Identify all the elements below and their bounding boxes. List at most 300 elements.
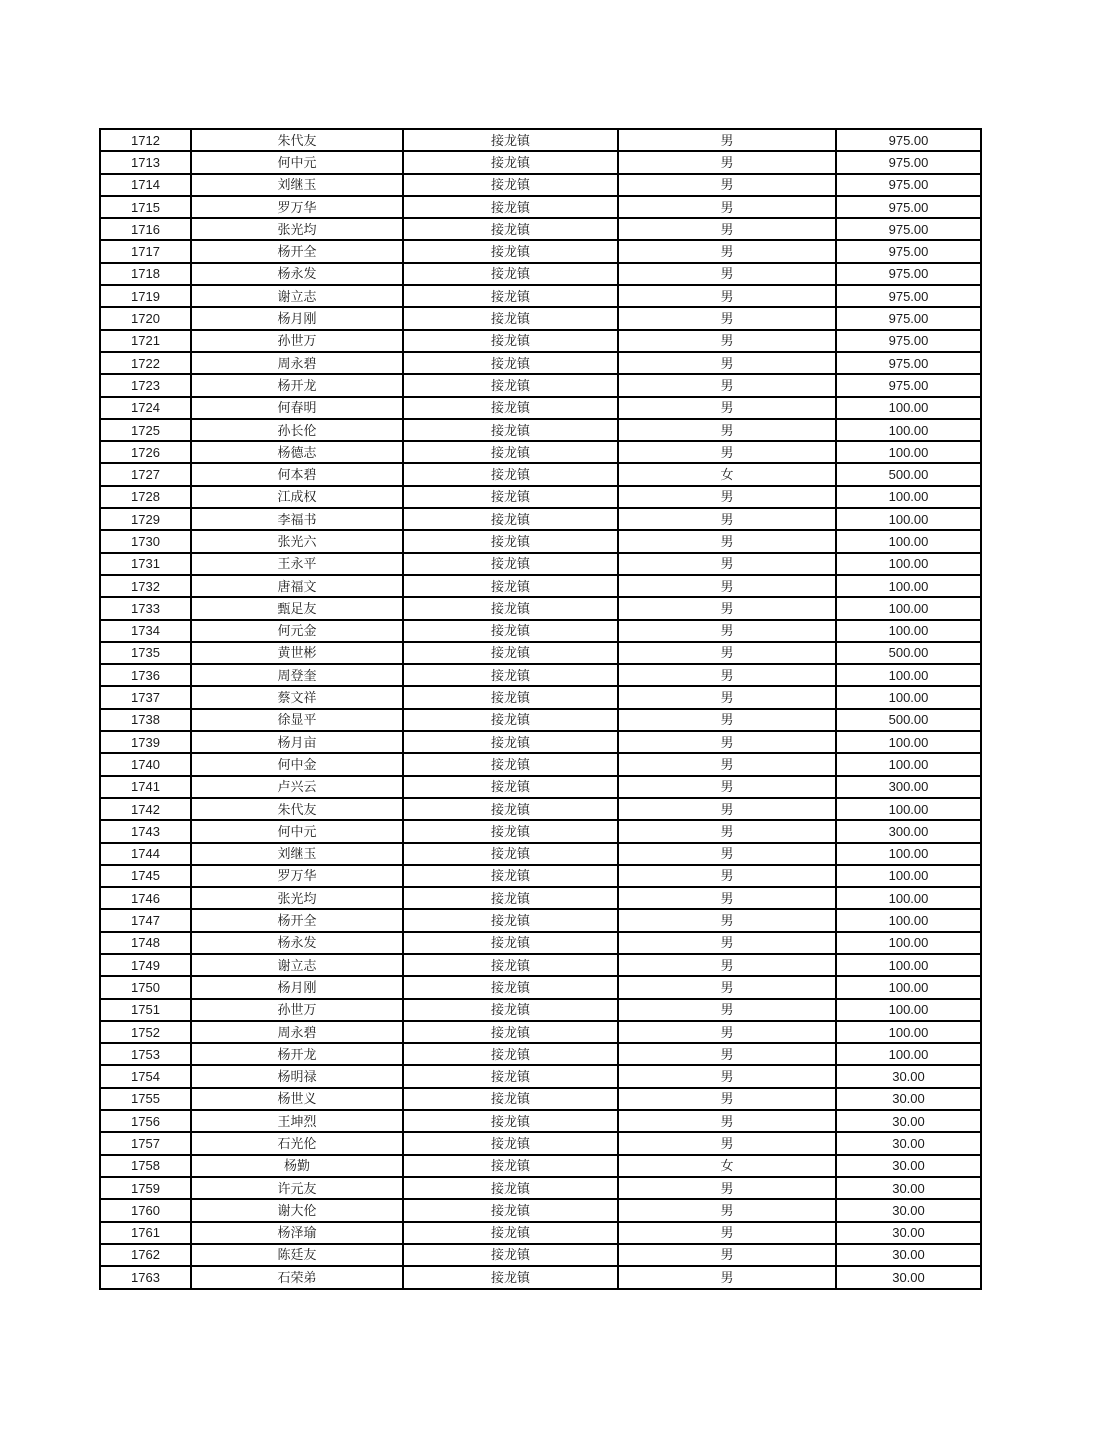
table-row [100, 686, 981, 708]
cell-town: 接龙镇 [403, 686, 618, 708]
cell-gender: 男 [618, 419, 836, 441]
cell-gender: 男 [618, 642, 836, 664]
cell-id: 1729 [100, 508, 191, 530]
cell-town: 接龙镇 [403, 1199, 618, 1221]
cell-id: 1756 [100, 1110, 191, 1132]
cell-amount: 30.00 [836, 1065, 981, 1087]
cell-town: 接龙镇 [403, 1021, 618, 1043]
cell-amount: 100.00 [836, 486, 981, 508]
cell-id: 1735 [100, 642, 191, 664]
cell-name: 何中元 [191, 820, 403, 842]
cell-id: 1732 [100, 575, 191, 597]
cell-amount: 975.00 [836, 352, 981, 374]
table-row [100, 352, 981, 374]
table-row [100, 753, 981, 775]
cell-amount: 100.00 [836, 397, 981, 419]
table-row [100, 887, 981, 909]
cell-gender: 男 [618, 486, 836, 508]
cell-town: 接龙镇 [403, 151, 618, 173]
cell-name: 刘继玉 [191, 174, 403, 196]
table-row [100, 976, 981, 998]
cell-town: 接龙镇 [403, 709, 618, 731]
table-row [100, 307, 981, 329]
cell-id: 1716 [100, 218, 191, 240]
cell-town: 接龙镇 [403, 374, 618, 396]
table-row [100, 776, 981, 798]
cell-amount: 30.00 [836, 1199, 981, 1221]
cell-amount: 30.00 [836, 1132, 981, 1154]
cell-amount: 30.00 [836, 1222, 981, 1244]
cell-id: 1757 [100, 1132, 191, 1154]
cell-town: 接龙镇 [403, 575, 618, 597]
table-row [100, 263, 981, 285]
cell-id: 1753 [100, 1043, 191, 1065]
cell-gender: 男 [618, 1110, 836, 1132]
cell-name: 江成权 [191, 486, 403, 508]
cell-name: 王永平 [191, 553, 403, 575]
cell-name: 蔡文祥 [191, 686, 403, 708]
cell-gender: 男 [618, 575, 836, 597]
cell-amount: 100.00 [836, 597, 981, 619]
cell-name: 杨德志 [191, 441, 403, 463]
cell-id: 1755 [100, 1088, 191, 1110]
cell-town: 接龙镇 [403, 954, 618, 976]
table-row [100, 1177, 981, 1199]
cell-amount: 100.00 [836, 686, 981, 708]
table-row [100, 151, 981, 173]
table-row [100, 508, 981, 530]
cell-name: 何中元 [191, 151, 403, 173]
cell-name: 周永碧 [191, 1021, 403, 1043]
cell-town: 接龙镇 [403, 285, 618, 307]
cell-gender: 男 [618, 397, 836, 419]
cell-gender: 男 [618, 1065, 836, 1087]
cell-gender: 男 [618, 530, 836, 552]
cell-name: 黄世彬 [191, 642, 403, 664]
cell-gender: 男 [618, 1088, 836, 1110]
cell-amount: 975.00 [836, 374, 981, 396]
cell-amount: 500.00 [836, 642, 981, 664]
cell-id: 1720 [100, 307, 191, 329]
cell-amount: 100.00 [836, 887, 981, 909]
cell-town: 接龙镇 [403, 664, 618, 686]
cell-name: 杨勤 [191, 1155, 403, 1177]
cell-gender: 男 [618, 865, 836, 887]
table-row [100, 709, 981, 731]
table-row [100, 597, 981, 619]
cell-name: 石光伦 [191, 1132, 403, 1154]
cell-name: 何元金 [191, 620, 403, 642]
cell-amount: 100.00 [836, 530, 981, 552]
cell-id: 1724 [100, 397, 191, 419]
table-row [100, 954, 981, 976]
cell-gender: 男 [618, 151, 836, 173]
cell-name: 杨月刚 [191, 307, 403, 329]
cell-id: 1737 [100, 686, 191, 708]
cell-name: 杨泽瑜 [191, 1222, 403, 1244]
cell-town: 接龙镇 [403, 1065, 618, 1087]
cell-gender: 男 [618, 954, 836, 976]
cell-gender: 女 [618, 1155, 836, 1177]
cell-id: 1731 [100, 553, 191, 575]
cell-town: 接龙镇 [403, 820, 618, 842]
cell-name: 何本碧 [191, 463, 403, 485]
cell-gender: 男 [618, 330, 836, 352]
cell-amount: 975.00 [836, 174, 981, 196]
cell-gender: 男 [618, 1244, 836, 1266]
cell-town: 接龙镇 [403, 1244, 618, 1266]
cell-amount: 100.00 [836, 620, 981, 642]
cell-id: 1747 [100, 909, 191, 931]
cell-amount: 100.00 [836, 441, 981, 463]
cell-name: 朱代友 [191, 129, 403, 151]
cell-town: 接龙镇 [403, 976, 618, 998]
cell-name: 杨永发 [191, 263, 403, 285]
cell-id: 1759 [100, 1177, 191, 1199]
cell-gender: 男 [618, 843, 836, 865]
cell-gender: 男 [618, 887, 836, 909]
cell-name: 石荣弟 [191, 1266, 403, 1289]
table-row [100, 1088, 981, 1110]
cell-name: 周永碧 [191, 352, 403, 374]
cell-town: 接龙镇 [403, 597, 618, 619]
cell-amount: 975.00 [836, 330, 981, 352]
table-row [100, 218, 981, 240]
cell-id: 1726 [100, 441, 191, 463]
cell-town: 接龙镇 [403, 753, 618, 775]
table-row [100, 486, 981, 508]
cell-amount: 30.00 [836, 1110, 981, 1132]
cell-name: 李福书 [191, 508, 403, 530]
cell-amount: 100.00 [836, 865, 981, 887]
cell-gender: 男 [618, 374, 836, 396]
cell-amount: 975.00 [836, 240, 981, 262]
table-row [100, 999, 981, 1021]
cell-name: 何春明 [191, 397, 403, 419]
cell-amount: 100.00 [836, 664, 981, 686]
cell-town: 接龙镇 [403, 1177, 618, 1199]
cell-name: 杨开全 [191, 909, 403, 931]
cell-town: 接龙镇 [403, 1088, 618, 1110]
cell-amount: 975.00 [836, 151, 981, 173]
cell-town: 接龙镇 [403, 776, 618, 798]
cell-town: 接龙镇 [403, 174, 618, 196]
cell-amount: 30.00 [836, 1244, 981, 1266]
cell-town: 接龙镇 [403, 530, 618, 552]
table-row [100, 196, 981, 218]
cell-name: 唐福文 [191, 575, 403, 597]
cell-name: 何中金 [191, 753, 403, 775]
cell-town: 接龙镇 [403, 909, 618, 931]
cell-id: 1742 [100, 798, 191, 820]
cell-name: 杨月刚 [191, 976, 403, 998]
cell-name: 王坤烈 [191, 1110, 403, 1132]
cell-id: 1743 [100, 820, 191, 842]
table-row [100, 419, 981, 441]
cell-id: 1738 [100, 709, 191, 731]
cell-name: 杨开龙 [191, 1043, 403, 1065]
cell-gender: 男 [618, 1043, 836, 1065]
cell-gender: 女 [618, 463, 836, 485]
cell-amount: 100.00 [836, 419, 981, 441]
cell-name: 周登奎 [191, 664, 403, 686]
cell-id: 1748 [100, 932, 191, 954]
cell-town: 接龙镇 [403, 307, 618, 329]
cell-town: 接龙镇 [403, 843, 618, 865]
cell-gender: 男 [618, 597, 836, 619]
cell-id: 1734 [100, 620, 191, 642]
cell-amount: 300.00 [836, 776, 981, 798]
cell-name: 张光均 [191, 887, 403, 909]
cell-id: 1722 [100, 352, 191, 374]
cell-id: 1721 [100, 330, 191, 352]
cell-town: 接龙镇 [403, 330, 618, 352]
cell-amount: 30.00 [836, 1266, 981, 1289]
cell-amount: 100.00 [836, 843, 981, 865]
cell-gender: 男 [618, 240, 836, 262]
cell-amount: 100.00 [836, 976, 981, 998]
cell-gender: 男 [618, 932, 836, 954]
cell-gender: 男 [618, 508, 836, 530]
cell-town: 接龙镇 [403, 620, 618, 642]
cell-town: 接龙镇 [403, 798, 618, 820]
cell-gender: 男 [618, 307, 836, 329]
cell-town: 接龙镇 [403, 1110, 618, 1132]
cell-name: 朱代友 [191, 798, 403, 820]
cell-gender: 男 [618, 709, 836, 731]
cell-town: 接龙镇 [403, 463, 618, 485]
table-row [100, 575, 981, 597]
cell-town: 接龙镇 [403, 1222, 618, 1244]
cell-gender: 男 [618, 620, 836, 642]
cell-town: 接龙镇 [403, 218, 618, 240]
table-row [100, 285, 981, 307]
cell-town: 接龙镇 [403, 129, 618, 151]
cell-gender: 男 [618, 129, 836, 151]
cell-gender: 男 [618, 776, 836, 798]
table-row [100, 820, 981, 842]
table-row [100, 1021, 981, 1043]
cell-name: 杨开龙 [191, 374, 403, 396]
cell-amount: 500.00 [836, 709, 981, 731]
cell-gender: 男 [618, 1266, 836, 1289]
cell-town: 接龙镇 [403, 1155, 618, 1177]
cell-amount: 100.00 [836, 1021, 981, 1043]
cell-gender: 男 [618, 285, 836, 307]
cell-gender: 男 [618, 441, 836, 463]
cell-amount: 30.00 [836, 1088, 981, 1110]
cell-town: 接龙镇 [403, 419, 618, 441]
table-row [100, 798, 981, 820]
cell-id: 1728 [100, 486, 191, 508]
table-row [100, 1132, 981, 1154]
table-row [100, 865, 981, 887]
table-row [100, 1244, 981, 1266]
cell-gender: 男 [618, 999, 836, 1021]
table-row [100, 1155, 981, 1177]
cell-town: 接龙镇 [403, 1132, 618, 1154]
table-row [100, 553, 981, 575]
cell-id: 1745 [100, 865, 191, 887]
table-row [100, 1110, 981, 1132]
table-row [100, 620, 981, 642]
cell-id: 1713 [100, 151, 191, 173]
cell-gender: 男 [618, 1021, 836, 1043]
cell-town: 接龙镇 [403, 642, 618, 664]
cell-town: 接龙镇 [403, 731, 618, 753]
table-row [100, 1065, 981, 1087]
cell-id: 1760 [100, 1199, 191, 1221]
table-row [100, 664, 981, 686]
cell-amount: 100.00 [836, 575, 981, 597]
cell-gender: 男 [618, 1177, 836, 1199]
cell-name: 孙长伦 [191, 419, 403, 441]
cell-town: 接龙镇 [403, 352, 618, 374]
table-row [100, 843, 981, 865]
table-row [100, 932, 981, 954]
cell-gender: 男 [618, 263, 836, 285]
cell-id: 1723 [100, 374, 191, 396]
cell-amount: 100.00 [836, 753, 981, 775]
cell-id: 1725 [100, 419, 191, 441]
cell-id: 1751 [100, 999, 191, 1021]
cell-amount: 100.00 [836, 731, 981, 753]
cell-gender: 男 [618, 820, 836, 842]
cell-id: 1730 [100, 530, 191, 552]
cell-gender: 男 [618, 196, 836, 218]
cell-amount: 100.00 [836, 1043, 981, 1065]
cell-amount: 100.00 [836, 508, 981, 530]
cell-gender: 男 [618, 174, 836, 196]
cell-id: 1746 [100, 887, 191, 909]
cell-amount: 30.00 [836, 1155, 981, 1177]
cell-id: 1761 [100, 1222, 191, 1244]
cell-amount: 975.00 [836, 285, 981, 307]
cell-id: 1727 [100, 463, 191, 485]
cell-name: 谢立志 [191, 285, 403, 307]
cell-name: 孙世万 [191, 330, 403, 352]
cell-id: 1763 [100, 1266, 191, 1289]
cell-id: 1712 [100, 129, 191, 151]
cell-town: 接龙镇 [403, 553, 618, 575]
cell-id: 1718 [100, 263, 191, 285]
cell-id: 1714 [100, 174, 191, 196]
cell-name: 徐显平 [191, 709, 403, 731]
cell-amount: 100.00 [836, 909, 981, 931]
cell-gender: 男 [618, 798, 836, 820]
table-row [100, 463, 981, 485]
cell-amount: 975.00 [836, 307, 981, 329]
cell-id: 1749 [100, 954, 191, 976]
table-row [100, 530, 981, 552]
cell-gender: 男 [618, 976, 836, 998]
cell-town: 接龙镇 [403, 196, 618, 218]
table-row [100, 642, 981, 664]
cell-town: 接龙镇 [403, 508, 618, 530]
cell-amount: 100.00 [836, 553, 981, 575]
cell-gender: 男 [618, 664, 836, 686]
cell-gender: 男 [618, 731, 836, 753]
cell-amount: 300.00 [836, 820, 981, 842]
cell-name: 杨世义 [191, 1088, 403, 1110]
cell-amount: 100.00 [836, 798, 981, 820]
cell-gender: 男 [618, 1199, 836, 1221]
cell-name: 刘继玉 [191, 843, 403, 865]
table-row [100, 909, 981, 931]
cell-gender: 男 [618, 352, 836, 374]
cell-town: 接龙镇 [403, 887, 618, 909]
table-row [100, 1199, 981, 1221]
cell-town: 接龙镇 [403, 999, 618, 1021]
cell-name: 杨月亩 [191, 731, 403, 753]
cell-name: 孙世万 [191, 999, 403, 1021]
table-row [100, 397, 981, 419]
cell-name: 张光均 [191, 218, 403, 240]
cell-gender: 男 [618, 753, 836, 775]
cell-town: 接龙镇 [403, 932, 618, 954]
cell-name: 杨明禄 [191, 1065, 403, 1087]
cell-id: 1717 [100, 240, 191, 262]
cell-id: 1758 [100, 1155, 191, 1177]
cell-amount: 975.00 [836, 263, 981, 285]
cell-id: 1736 [100, 664, 191, 686]
cell-name: 甄足友 [191, 597, 403, 619]
cell-town: 接龙镇 [403, 397, 618, 419]
cell-gender: 男 [618, 686, 836, 708]
cell-amount: 100.00 [836, 932, 981, 954]
cell-name: 罗万华 [191, 196, 403, 218]
cell-name: 张光六 [191, 530, 403, 552]
cell-gender: 男 [618, 909, 836, 931]
table-row [100, 1222, 981, 1244]
cell-name: 罗万华 [191, 865, 403, 887]
roster-table [99, 128, 982, 1290]
table-row [100, 374, 981, 396]
cell-town: 接龙镇 [403, 865, 618, 887]
cell-amount: 500.00 [836, 463, 981, 485]
table-row [100, 1266, 981, 1289]
cell-id: 1733 [100, 597, 191, 619]
cell-town: 接龙镇 [403, 1266, 618, 1289]
cell-name: 谢大伦 [191, 1199, 403, 1221]
cell-town: 接龙镇 [403, 1043, 618, 1065]
table-row [100, 731, 981, 753]
cell-town: 接龙镇 [403, 240, 618, 262]
cell-name: 许元友 [191, 1177, 403, 1199]
cell-id: 1752 [100, 1021, 191, 1043]
cell-name: 杨开全 [191, 240, 403, 262]
cell-id: 1739 [100, 731, 191, 753]
cell-id: 1715 [100, 196, 191, 218]
cell-id: 1740 [100, 753, 191, 775]
table-row [100, 129, 981, 151]
cell-id: 1744 [100, 843, 191, 865]
roster-table-body [100, 129, 981, 1289]
cell-town: 接龙镇 [403, 263, 618, 285]
cell-amount: 975.00 [836, 218, 981, 240]
cell-gender: 男 [618, 553, 836, 575]
cell-amount: 975.00 [836, 196, 981, 218]
cell-id: 1750 [100, 976, 191, 998]
table-row [100, 330, 981, 352]
cell-id: 1719 [100, 285, 191, 307]
cell-amount: 100.00 [836, 999, 981, 1021]
cell-id: 1762 [100, 1244, 191, 1266]
table-row [100, 441, 981, 463]
table-row [100, 240, 981, 262]
cell-id: 1741 [100, 776, 191, 798]
cell-name: 杨永发 [191, 932, 403, 954]
